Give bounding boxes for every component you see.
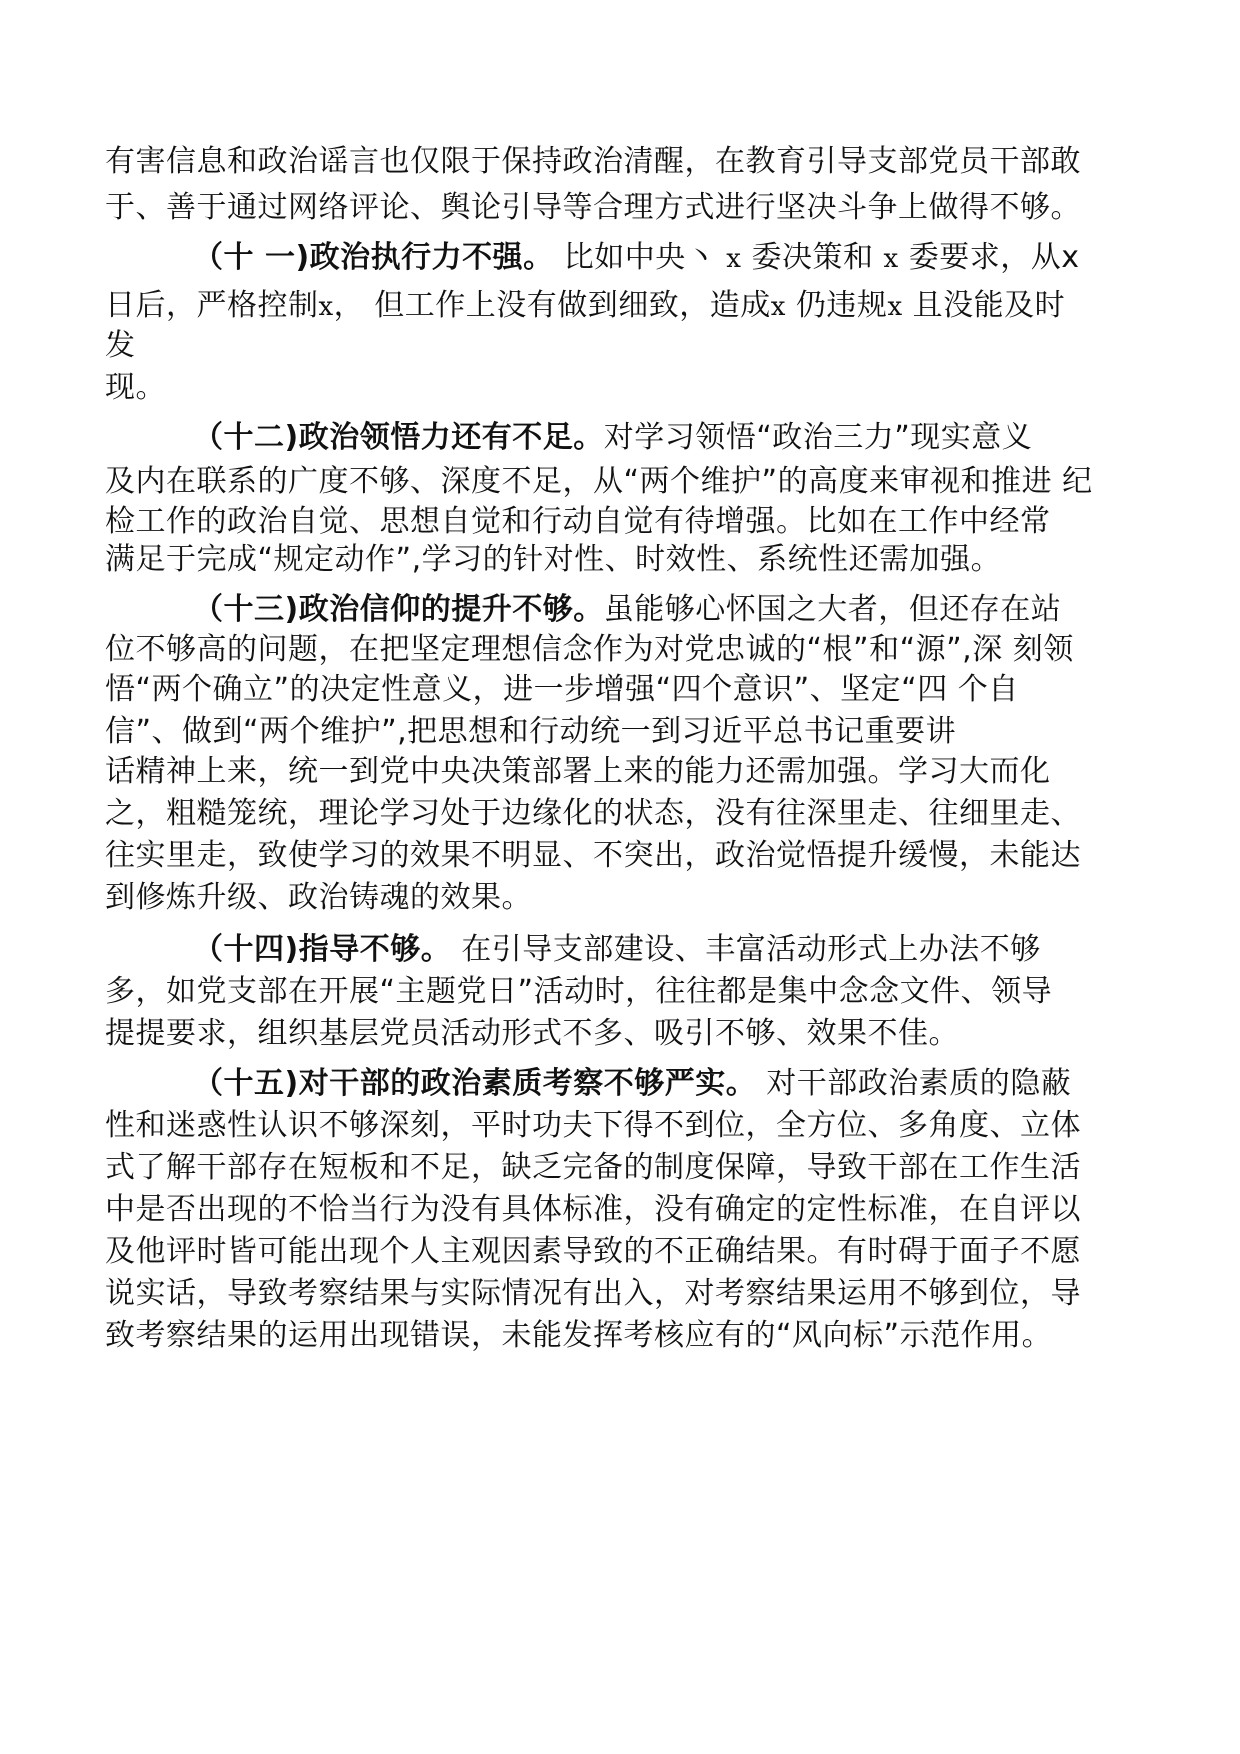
text-run: x xyxy=(883,244,899,274)
text-run: 位不够高的问题，在把坚定理想信念作为对党忠诚的“根”和“源”,深 刻领 xyxy=(105,632,1074,667)
body-text-line xyxy=(105,1230,1081,1274)
section-heading-line xyxy=(193,416,1032,460)
body-text-line xyxy=(105,186,1081,230)
text-run: x xyxy=(770,292,786,322)
text-run: 委决策和 xyxy=(741,240,884,275)
text-run: 有害信息和政治谣言也仅限于保持政治清醒，在教育引导支部党员干部敢 xyxy=(105,144,1081,179)
text-run: 悟“两个确立”的决定性意义，进一步增强“四个意识”、坚定“四 个自 xyxy=(105,672,1019,707)
text-run: 满足于完成“规定动作”,学习的针对性、时效性、系统性还需加强。 xyxy=(105,542,1002,577)
text-run: 到修炼升级、政治铸魂的效果。 xyxy=(105,880,532,915)
body-text-line xyxy=(105,792,1081,836)
section-heading-line xyxy=(193,236,1079,280)
body-text-line xyxy=(105,970,1052,1014)
body-text-line xyxy=(105,710,956,754)
text-run: x xyxy=(726,244,742,274)
body-text-line xyxy=(105,460,1093,504)
text-run: 之，粗糙笼统，理论学习处于边缘化的状态，没有往深里走、往细里走、 xyxy=(105,796,1081,831)
text-run: 多，如党支部在开展“主题党日”活动时，往往都是集中念念文件、领导 xyxy=(105,974,1053,1009)
text-run: 发 xyxy=(105,328,136,363)
text-run: x xyxy=(887,292,903,322)
section-heading-text: （十五)对干部的政治素质考察不够严实。 xyxy=(193,1066,757,1101)
body-text-line xyxy=(105,324,136,368)
text-run: 检工作的政治自觉、思想自觉和行动自觉有待增强。比如在工作中经常 xyxy=(105,504,1051,539)
text-run: 信”、做到“两个维护”,把思想和行动统一到习近平总书记重要讲 xyxy=(105,714,957,749)
text-run: 日后，严格控制 xyxy=(105,288,319,323)
section-heading-line xyxy=(193,928,1041,972)
text-run: 中是否出现的不恰当行为没有具体标准，没有确定的定性标准，在自评以 xyxy=(105,1192,1081,1227)
text-run: 现。 xyxy=(105,370,166,405)
text-run: ， 但工作上没有做到细致，造成 xyxy=(333,288,771,323)
body-text-line xyxy=(105,140,1081,184)
text-run: 比如中央丶 xyxy=(553,240,727,275)
body-text-line xyxy=(105,1012,959,1056)
text-run: 提提要求，组织基层党员活动形式不多、吸引不够、效果不佳。 xyxy=(105,1016,959,1051)
text-run: 往实里走，致使学习的效果不明显、不突出，政治觉悟提升缓慢，未能达 xyxy=(105,838,1081,873)
text-run: 式了解干部存在短板和不足，缺乏完备的制度保障，导致干部在工作生活 xyxy=(105,1150,1081,1185)
text-run: 在引导支部建设、丰富活动形式上办法不够 xyxy=(451,932,1041,967)
section-heading-line xyxy=(193,1062,1071,1106)
text-run: 性和迷惑性认识不够深刻，平时功夫下得不到位，全方位、多角度、立体 xyxy=(105,1108,1081,1143)
text-run: x xyxy=(318,292,334,322)
section-heading-text: （十四)指导不够。 xyxy=(193,932,452,967)
body-text-line xyxy=(105,1146,1081,1190)
text-run: 及内在联系的广度不够、深度不足，从“两个维护”的高度来审视和推进 纪 xyxy=(105,464,1093,499)
text-run: 话精神上来，统一到党中央决策部署上来的能力还需加强。学习大而化 xyxy=(105,754,1051,789)
body-text-line xyxy=(105,1104,1081,1148)
section-heading-text: （十三)政治信仰的提升不够。 xyxy=(193,592,604,627)
body-text-line xyxy=(105,628,1074,672)
text-run: 致考察结果的运用出现错误，未能发挥考核应有的“风向标”示范作用。 xyxy=(105,1318,1053,1353)
text-run: 且没能及时 xyxy=(902,288,1066,323)
body-text-line xyxy=(105,834,1081,878)
text-run: 委要求，从x xyxy=(898,240,1080,275)
body-text-line xyxy=(105,1314,1052,1358)
text-run: 对干部政治素质的隐蔽 xyxy=(756,1066,1072,1101)
body-text-line xyxy=(105,668,1019,712)
text-run: 虽能够心怀国之大者，但还存在站 xyxy=(603,592,1062,627)
text-run: 及他评时皆可能出现个人主观因素导致的不正确结果。有时碍于面子不愿 xyxy=(105,1234,1081,1269)
text-run: 于、善于通过网络评论、舆论引导等合理方式进行坚决斗争上做得不够。 xyxy=(105,190,1081,225)
body-text-line xyxy=(105,366,166,410)
section-heading-text: （十 一)政治执行力不强。 xyxy=(193,240,554,275)
body-text-line xyxy=(105,284,1065,328)
text-run: 对学习领悟“政治三力”现实意义 xyxy=(603,420,1033,455)
section-heading-text: （十二)政治领悟力还有不足。 xyxy=(193,420,604,455)
body-text-line xyxy=(105,1272,1081,1316)
body-text-line xyxy=(105,1188,1081,1232)
body-text-line xyxy=(105,750,1051,794)
body-text-line xyxy=(105,876,532,920)
section-heading-line xyxy=(193,588,1061,632)
text-run: 说实话，导致考察结果与实际情况有出入，对考察结果运用不够到位，导 xyxy=(105,1276,1081,1311)
body-text-line xyxy=(105,538,1001,582)
text-run: 仍违规 xyxy=(785,288,888,323)
